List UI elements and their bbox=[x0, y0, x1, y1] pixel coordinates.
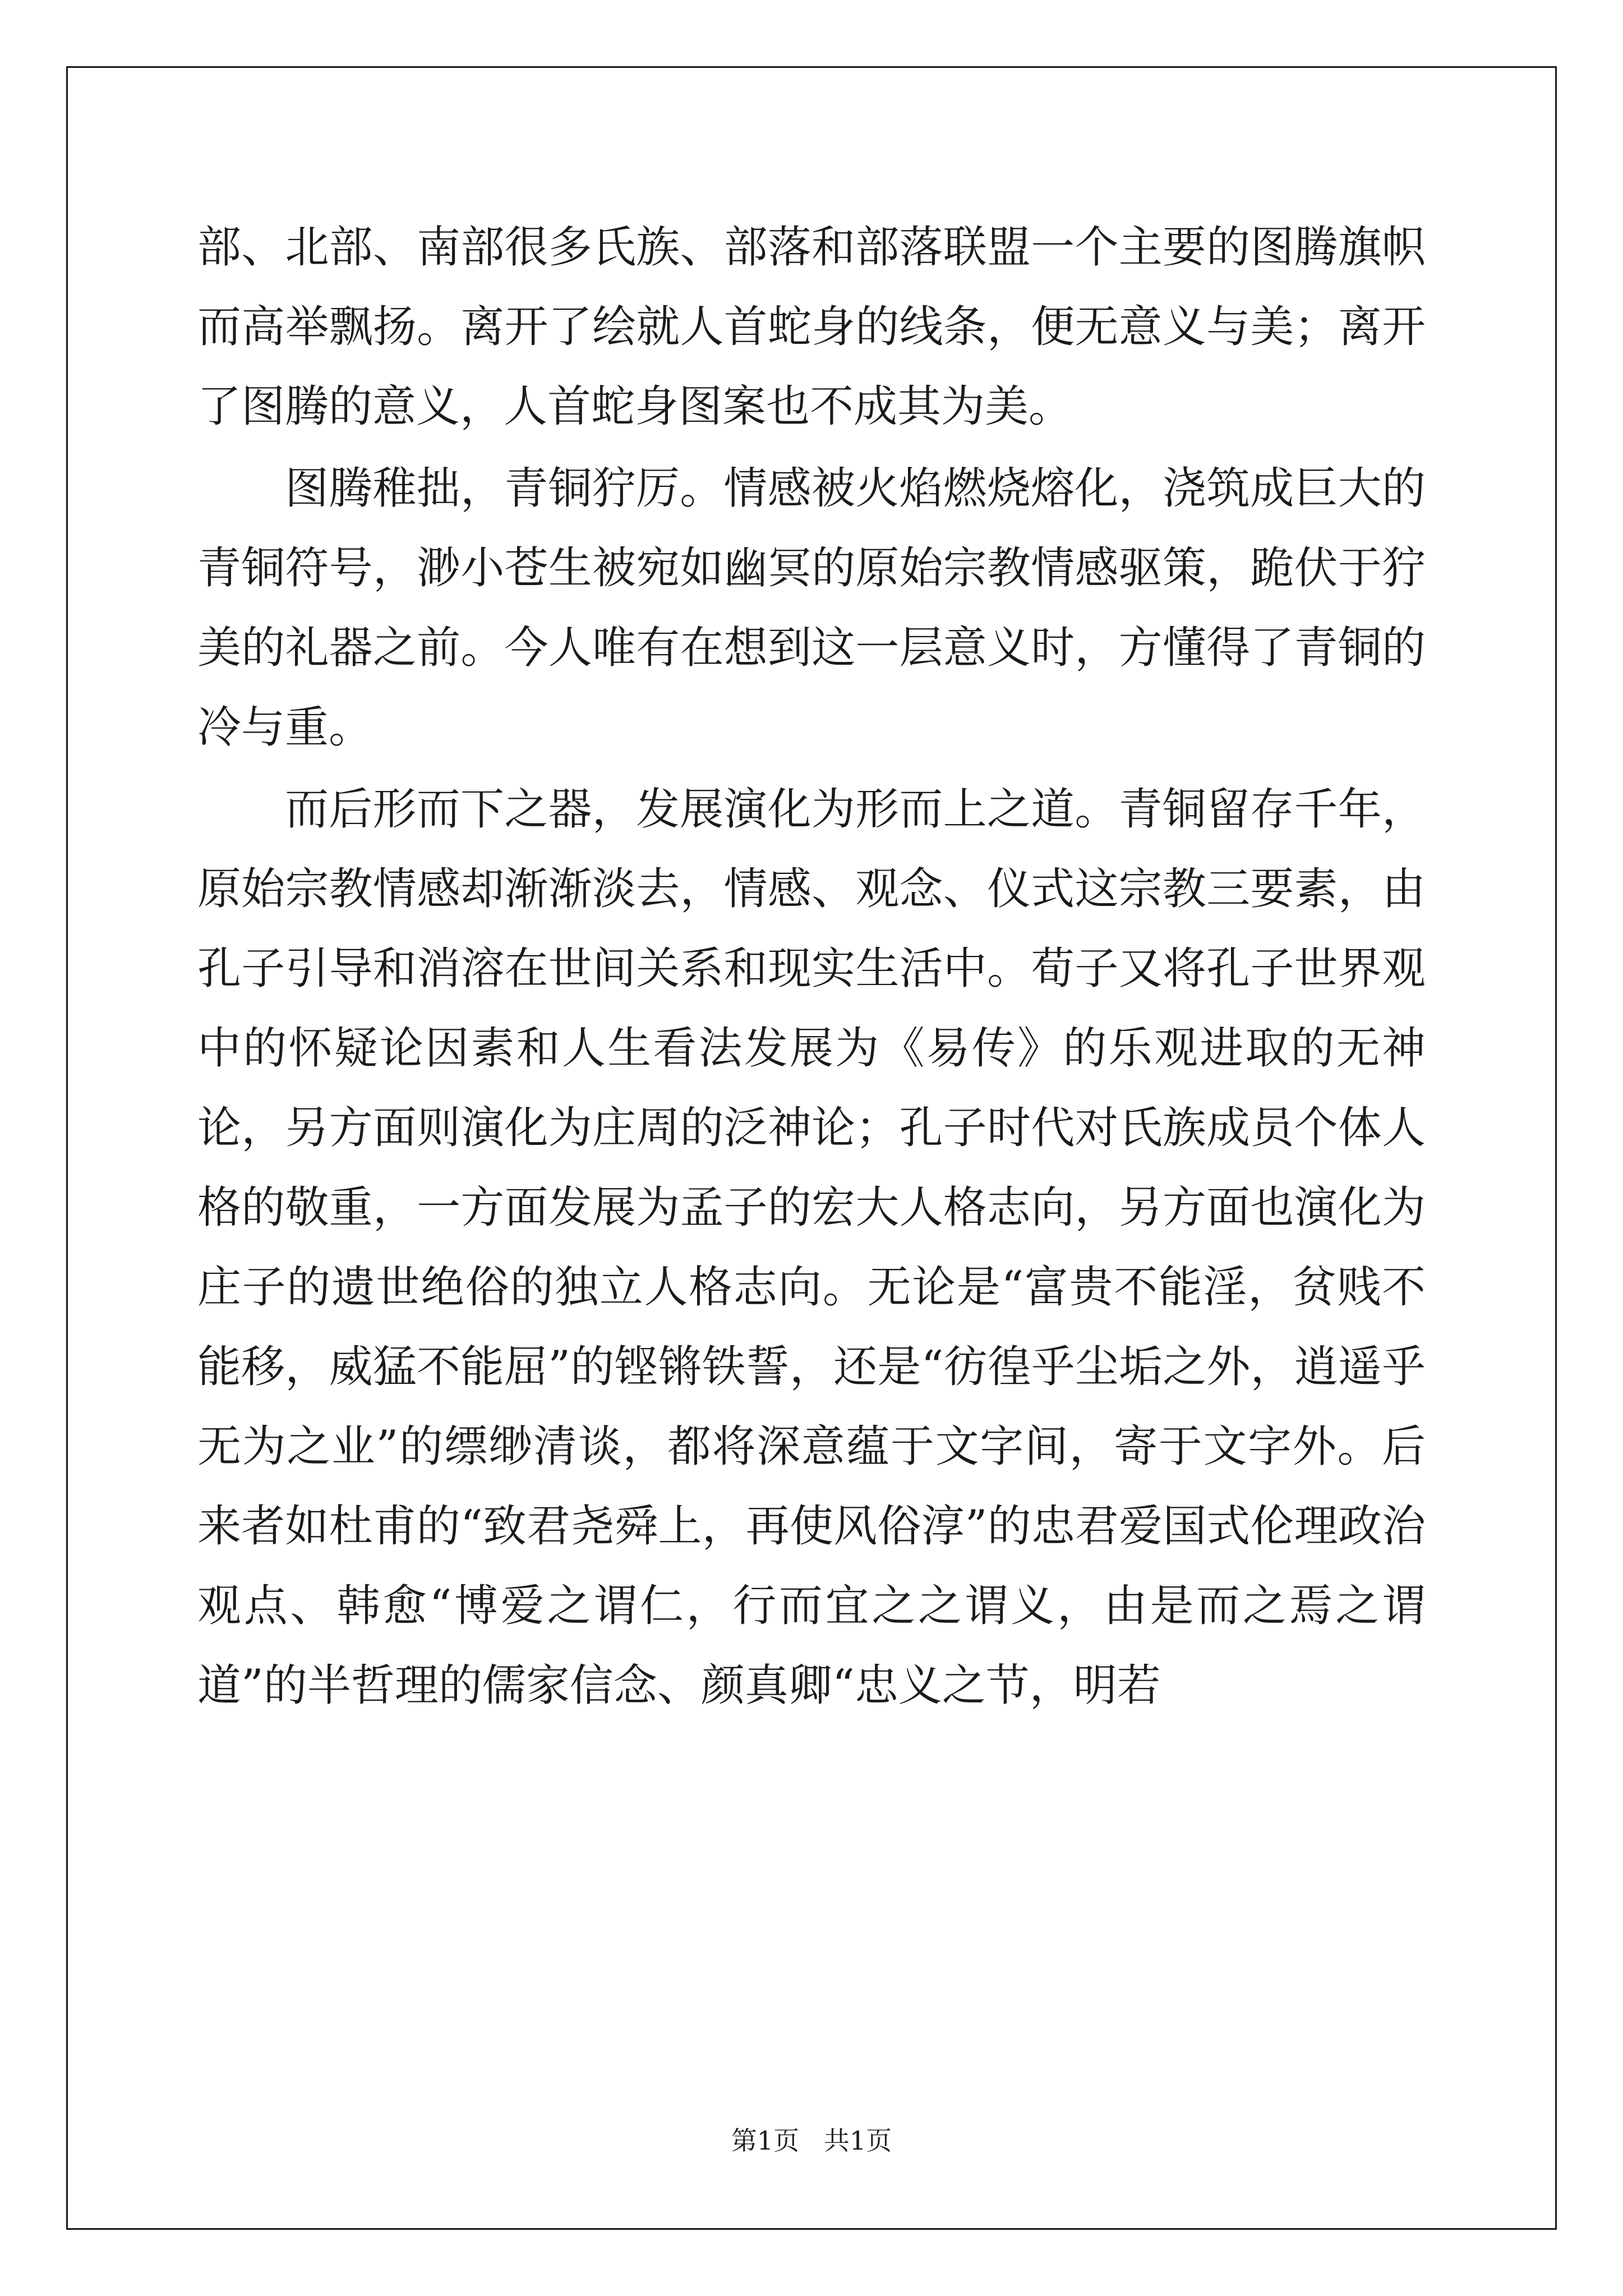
document-body bbox=[197, 208, 1426, 1728]
paragraph-3: 而后形而下之器，发展演化为形而上之道。青铜留存千年，原始宗教情感却渐渐淡去，情感、观念、仪式这宗教三要素，由孔子引导和消溶在世间关系和现实生活中。荀子又将孔子世界观中的怀疑论因素和人生看法发展为《易传》的乐观进取的无神论，另方面则演化为庄周的泛神论；孔子时代对氏族成员个体人格的敬重，一方面发展为孟子的宏大人格志向，另方面也演化为庄子的遗世绝俗的独立人格志向。无论是“富贵不能淫，贫贱不能移，威猛不能屈”的铿锵铁誓，还是“彷徨乎尘垢之外，逍遥乎无为之业”的缥缈清谈，都将深意蕴于文字间，寄于文字外。后来者如杜甫的“致君尧舜上，再使风俗淳”的忠君爱国式伦理政治观点、韩愈“博爱之谓仁，行而宜之之谓义，由是而之焉之谓道”的半哲理的儒家信念、颜真卿“忠义之节，明若 bbox=[197, 784, 1426, 1711]
paragraph-2: 图腾稚拙，青铜狞厉。情感被火焰燃烧熔化，浇筑成巨大的青铜符号，渺小苍生被宛如幽冥的原始宗教情感驱策，跪伏于狞美的礼器之前。今人唯有在想到这一层意义时，方懂得了青铜的冷与重。 bbox=[197, 463, 1426, 753]
paragraph-1: 部、北部、南部很多氏族、部落和部落联盟一个主要的图腾旗帜而高举飘扬。离开了绘就人首蛇身的线条，便无意义与美；离开了图腾的意义，人首蛇身图案也不成其为美。 bbox=[197, 222, 1426, 432]
page-number-footer: 第1页 共1页 bbox=[731, 2125, 892, 2156]
